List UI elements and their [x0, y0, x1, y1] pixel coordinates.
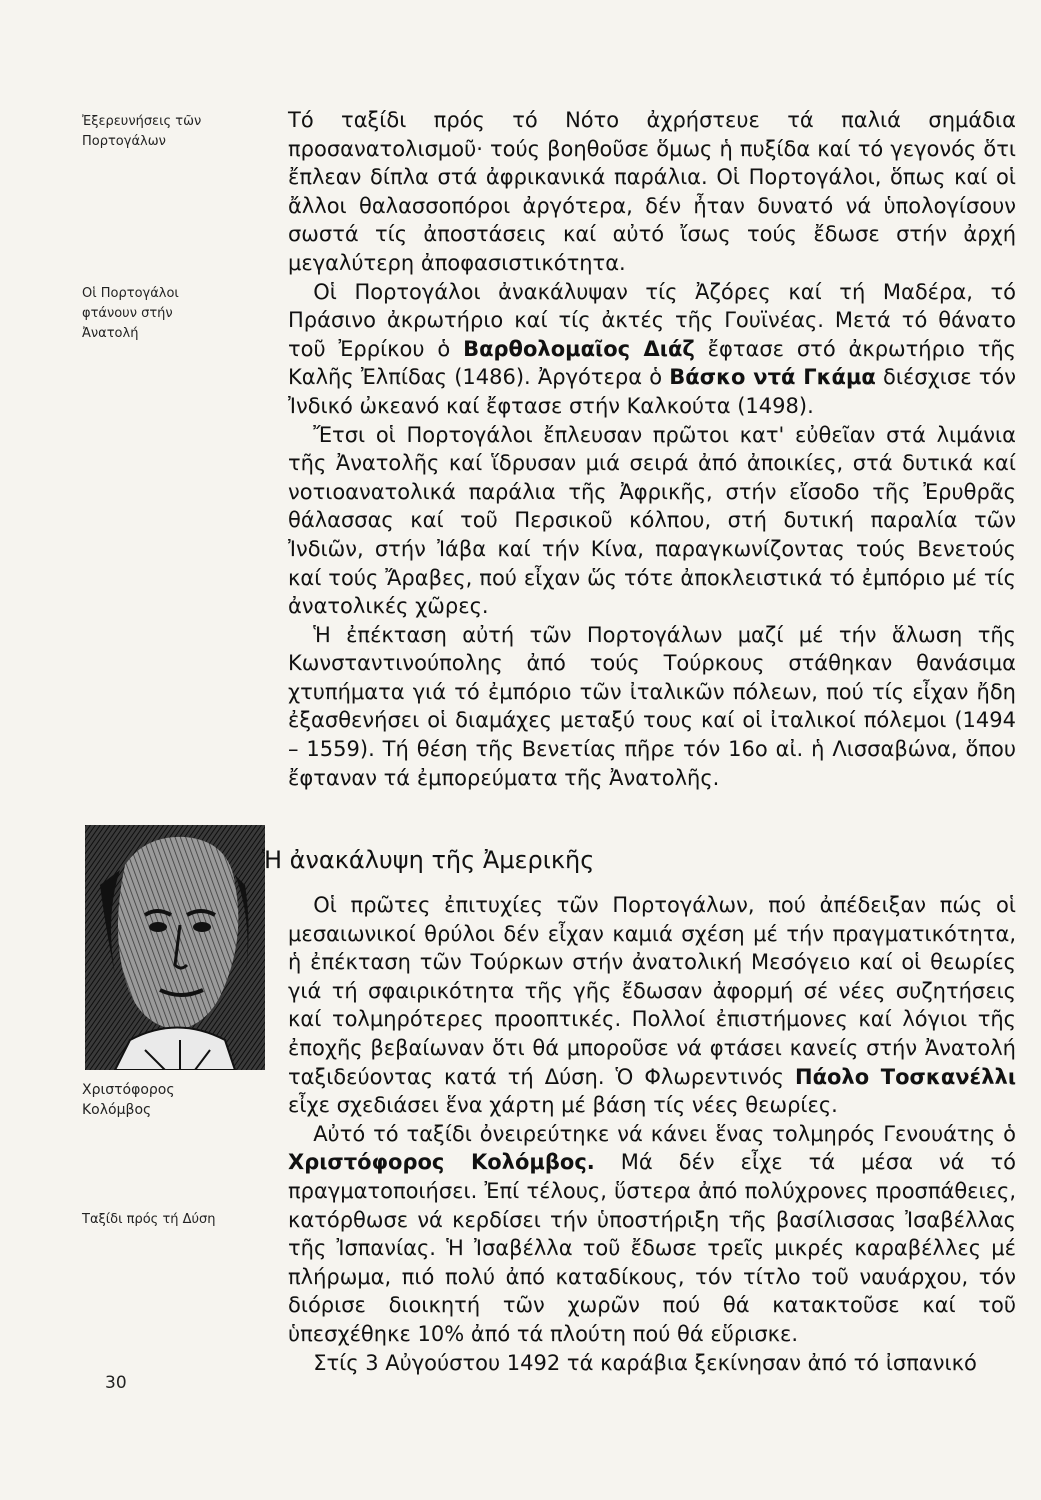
paragraph: Ἔτσι οἱ Πορτογάλοι ἔπλευσαν πρῶτοι κατ' εὐθεῖαν στά λιμάνια τῆς Ἀνατολῆς καί ἵδρυσαν μιά σειρά ἀπό ἀποικίες, στά δυτικά καί νοτιοανατολικά παράλια τῆς Ἀφρικῆς, στήν εἴσοδο τῆς Ἐρυθρᾶς θάλασσας καί τοῦ Περσικοῦ κόλπου, στή δυτική παραλία τῶν Ἰνδιῶν, στήν Ἰάβα καί τήν Κίνα, παραγκωνίζοντας τούς Βενετούς καί τούς Ἄραβες, πού εἶχαν ὥς τότε ἀποκλειστικά τό ἐμπόριο μέ τίς ἀνατολικές χῶρες. [288, 422, 1016, 619]
paragraph: Τό ταξίδι πρός τό Νότο ἀχρήστευε τά παλιά σημάδια προσανατολισμοῦ· τούς βοηθοῦσε ὅμως ἡ πυξίδα καί τό γεγονός ὅτι ἔπλεαν δίπλα στά ἀφρικανικά παράλια. Οἱ Πορτογάλοι, ὅπως καί οἱ ἄλλοι θαλασσοπόροι ἀργότερα, δέν ἦταν δυνατό νά ὑπολογίσουν σωστά τίς ἀποστάσεις καί αὐτό ἴσως τούς ἔδωσε στήν ἀρχή μεγαλύτερη ἀποφασιστικότητα. [288, 108, 1016, 275]
section-heading-discovery-of-america: Ἡ ἀνακάλυψη τῆς Ἀμερικῆς [262, 846, 595, 874]
name-bartholomew-dias: Βαρθολομαῖος Διάζ [463, 336, 695, 361]
section-portuguese-text [288, 106, 1016, 792]
margin-note-portuguese-explorations: Ἐξερευνήσεις τῶν Πορτογάλων [82, 114, 202, 149]
margin-note-portuguese-reach-east: Οἱ Πορτογάλοι φτάνουν στήν Ἀνατολή [82, 286, 179, 341]
page-number: 30 [105, 1373, 127, 1393]
columbus-portrait [85, 825, 265, 1070]
paragraph: Ἡ ἐπέκταση αὐτή τῶν Πορτογάλων μαζί μέ τήν ἅλωση τῆς Κωνσταντινούπολης ἀπό τούς Τούρκους στάθηκαν θανάσιμα χτυπήματα γιά τό ἐμπόριο τῶν ἰταλικῶν πόλεων, πού τίς εἶχαν ἤδη ἐξασθενήσει οἱ διαμάχες μεταξύ τους καί οἱ ἰταλικοί πόλεμοι (1494 – 1559). Τή θέση τῆς Βενετίας πῆρε τόν 16ο αἰ. ἡ Λισσαβώνα, ὅπου ἔφταναν τά ἐμπορεύματα τῆς Ἀνατολῆς. [288, 622, 1016, 790]
margin-note-columbus: Χριστόφορος Κολόμβος [82, 1082, 175, 1118]
paragraph: Οἱ πρῶτες ἐπιτυχίες τῶν Πορτογάλων, πού ἀπέδειξαν πώς οἱ μεσαιωνικοί θρύλοι δέν εἶχαν καμιά σχέση μέ τήν πραγματικότητα, ἡ ἐπέκταση τῶν Τούρκων στήν ἀνατολική Μεσόγειο καί οἱ θεωρίες γιά τή σφαιρικότητα τῆς γῆς ἔδωσαν ἀφορμή σέ νέες συζητήσεις καί τολμηρότερες προοπτικές. Πολλοί ἐπιστήμονες καί λόγιοι τῆς ἐποχῆς βεβαίωναν ὅτι θά μποροῦσε νά φτάσει κανείς στήν Ἀνατολή ταξιδεύοντας κατά τή Δύση. Ὁ Φλωρεντινός Πάολο Τοσκανέλλι εἶχε σχεδιάσει ἕνα χάρτη μέ βάση τίς νέες θεωρίες. [288, 893, 1016, 1118]
paragraph: Οἱ Πορτογάλοι ἀνακάλυψαν τίς Ἀζόρες καί τή Μαδέρα, τό Πράσινο ἀκρωτήριο καί τίς ἀκτές τῆς Γουϊνέας. Μετά τό θάνατο τοῦ Ἐρρίκου ὁ Βαρθολομαῖος Διάζ ἔφτασε στό ἀκρωτήριο τῆς Καλῆς Ἐλπίδας (1486). Ἀργότερα ὁ Βάσκο ντά Γκάμα διέσχισε τόν Ἰνδικό ὠκεανό καί ἔφτασε στήν Καλκούτα (1498). [288, 279, 1016, 418]
name-christopher-columbus: Χριστόφορος Κολόμβος. [288, 1150, 595, 1175]
name-vasco-da-gama: Βάσκο ντά Γκάμα [669, 365, 876, 390]
margin-note-voyage-west: Ταξίδι πρός τή Δύση [82, 1212, 216, 1227]
name-paolo-toscanelli: Πάολο Τοσκανέλλι [795, 1064, 1016, 1089]
section-america-text [288, 891, 1016, 1377]
paragraph: Στίς 3 Αὐγούστου 1492 τά καράβια ξεκίνησαν ἀπό τό ἰσπανικό [313, 1350, 977, 1375]
paragraph: Αὐτό τό ταξίδι ὀνειρεύτηκε νά κάνει ἕνας τολμηρός Γενουάτης ὁ Χριστόφορος Κολόμβος. Μά δέν εἶχε τά μέσα νά τό πραγματοποιήσει. Ἐπί τέλους, ὕστερα ἀπό πολύχρονες προσπάθειες, κατόρθωσε νά κερδίσει τήν ὑποστήριξη τῆς βασίλισσας Ἰσαβέλλας τῆς Ἰσπανίας. Ἡ Ἰσαβέλλα τοῦ ἔδωσε τρεῖς μικρές καραβέλλες μέ πλήρωμα, πιό πολύ ἀπό καταδίκους, τόν τίτλο τοῦ ναυάρχου, τόν διόρισε διοικητή τῶν χωρῶν πού θά κατακτοῦσε καί τοῦ ὑπεσχέθηκε 10% ἀπό τά πλούτη πού θά εὕρισκε. [288, 1121, 1016, 1346]
